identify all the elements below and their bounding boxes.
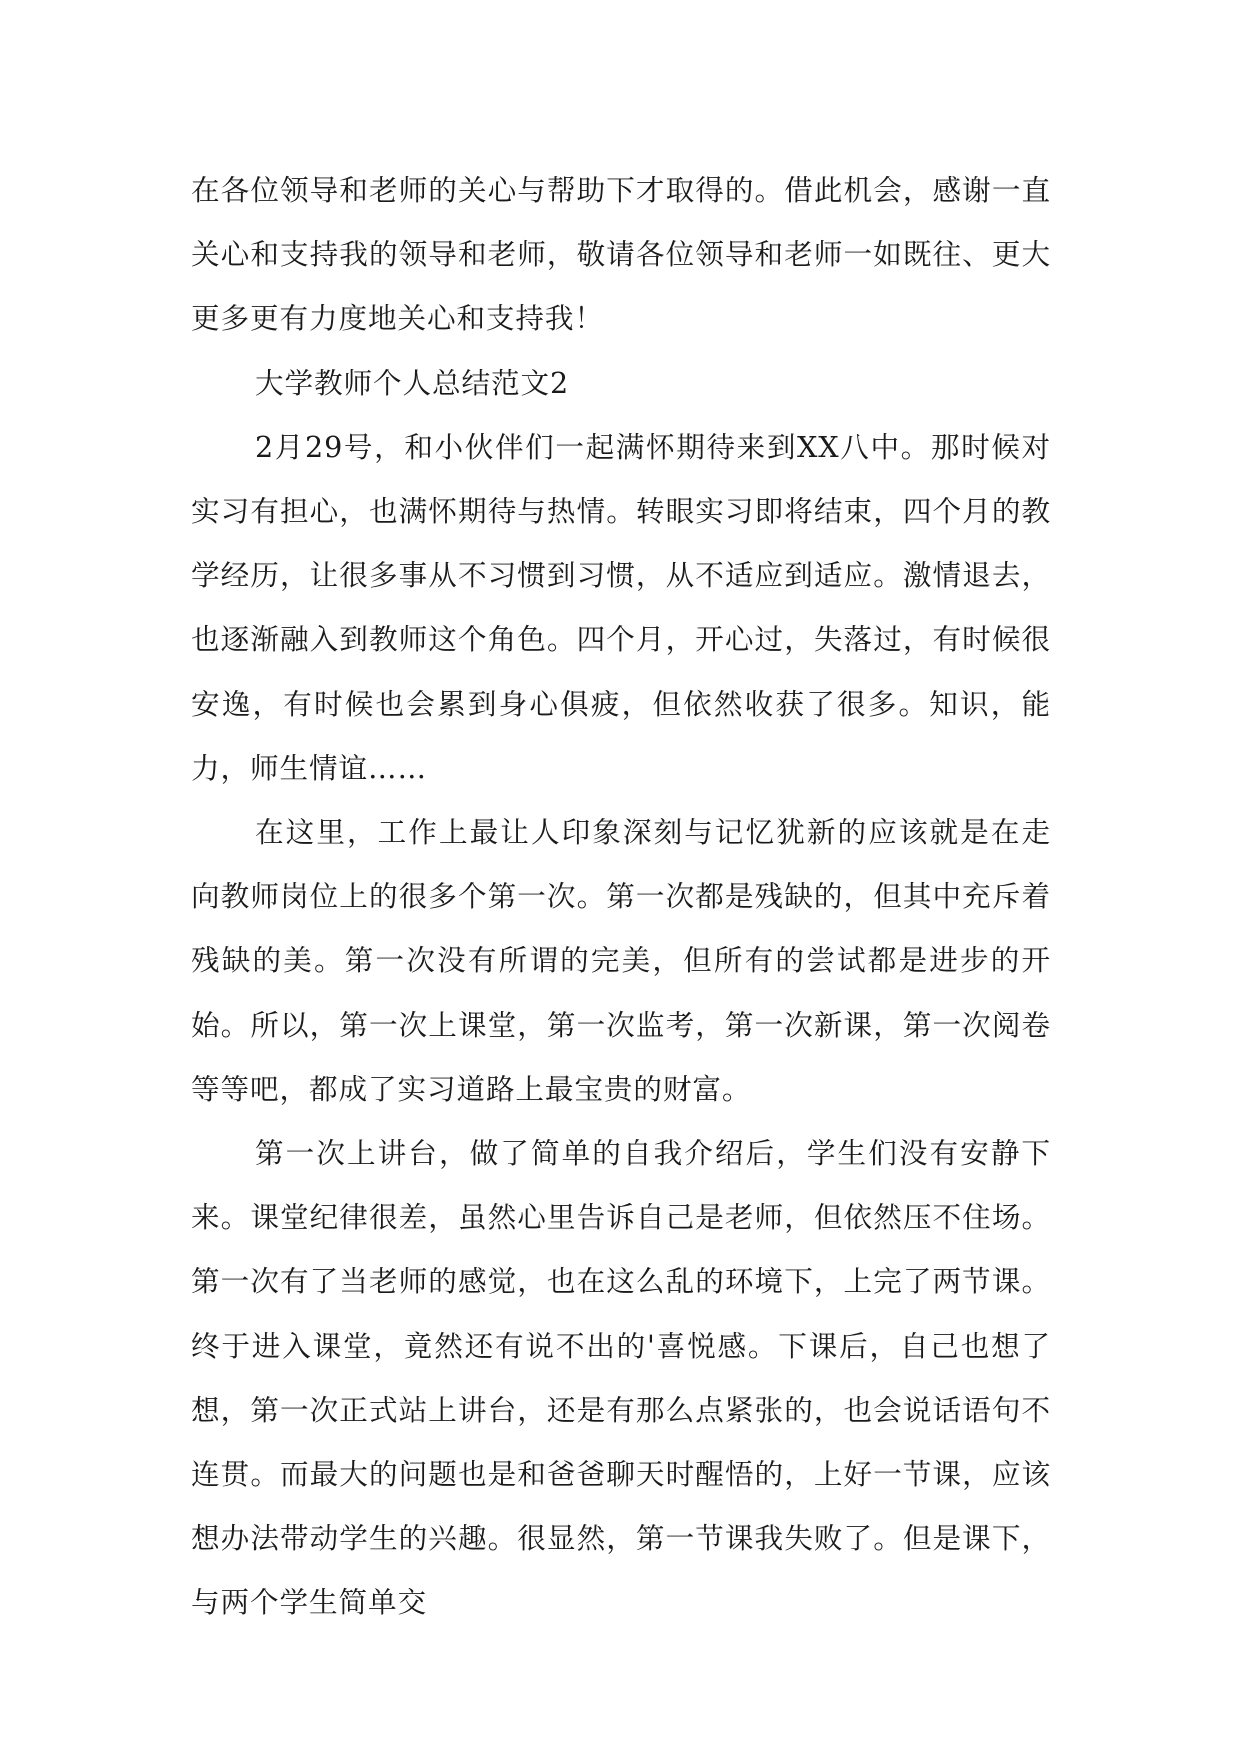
- document-page: [191, 158, 1051, 1635]
- paragraph-first-lecture: 第一次上讲台，做了简单的自我介绍后，学生们没有安静下来。课堂纪律很差，虽然心里告诉自己是老师，但依然压不住场。第一次有了当老师的感觉，也在这么乱的环境下，上完了两节课。终于进入课堂，竟然还有说不出的'喜悦感。下课后，自己也想了想，第一次正式站上讲台，还是有那么点紧张的，也会说话语句不连贯。而最大的问题也是和爸爸聊天时醒悟的，上好一节课，应该想办法带动学生的兴趣。很显然，第一节课我失败了。但是课下，与两个学生简单交: [191, 1136, 1051, 1620]
- section-heading: 大学教师个人总结范文2: [255, 365, 570, 400]
- paragraph-continuation: 在各位领导和老师的关心与帮助下才取得的。借此机会，感谢一直关心和支持我的领导和老师，敬请各位领导和老师一如既往、更大更多更有力度地关心和支持我！: [191, 173, 1051, 336]
- paragraph-internship-intro: 2月29号，和小伙伴们一起满怀期待来到XX八中。那时候对实习有担心，也满怀期待与热情。转眼实习即将结束，四个月的教学经历，让很多事从不习惯到习惯，从不适应到适应。激情退去，也逐渐融入到教师这个角色。四个月，开心过，失落过，有时候很安逸，有时候也会累到身心俱疲，但依然收获了很多。知识，能力，师生情谊……: [191, 429, 1051, 785]
- paragraph-first-times: 在这里，工作上最让人印象深刻与记忆犹新的应该就是在走向教师岗位上的很多个第一次。第一次都是残缺的，但其中充斥着残缺的美。第一次没有所谓的完美，但所有的尝试都是进步的开始。所以，第一次上课堂，第一次监考，第一次新课，第一次阅卷等等吧，都成了实习道路上最宝贵的财富。: [191, 815, 1051, 1106]
